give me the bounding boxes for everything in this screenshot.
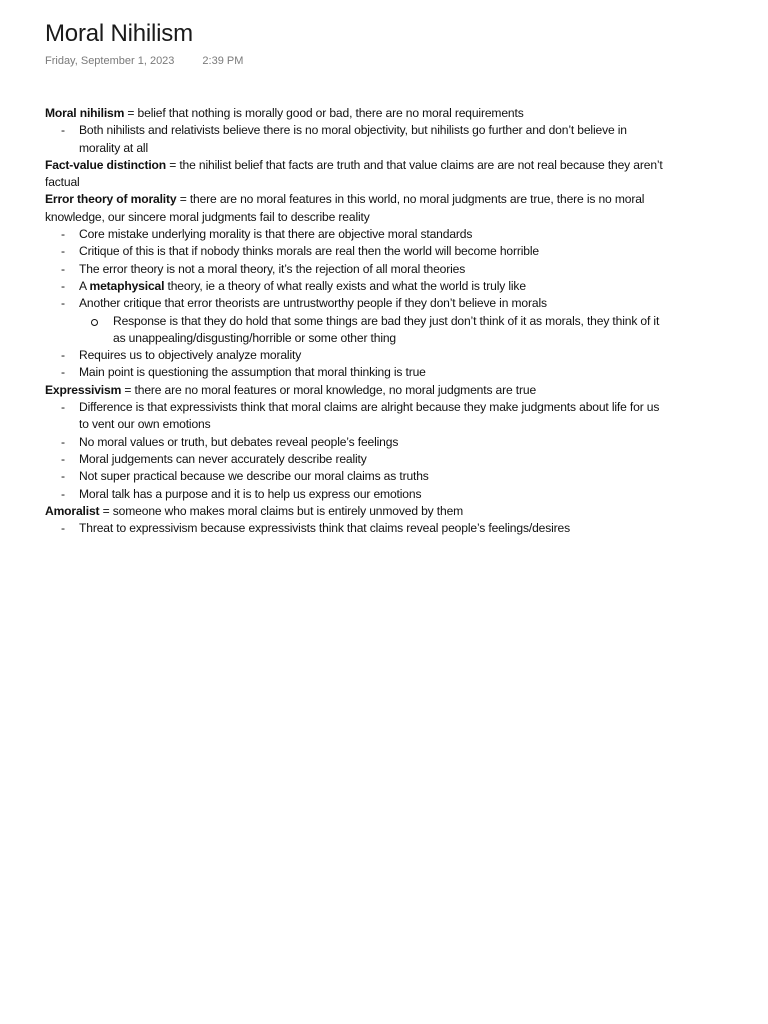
note-meta [45, 54, 665, 68]
bullet-item [45, 347, 665, 364]
sub-list-container [45, 313, 665, 348]
bullet-text: No moral values or truth, but debates reveal people’s feelings [79, 434, 399, 449]
bullet-item [45, 261, 665, 278]
term-definition: = someone who makes moral claims but is entirely unmoved by them [99, 503, 464, 518]
bullet-text: A [79, 278, 90, 293]
bullet-text: Core mistake underlying morality is that there are objective moral standards [79, 227, 473, 242]
bullet-text: Not super practical because we describe our moral claims as truths [79, 469, 429, 484]
bullet-text: Moral talk has a purpose and it is to help us express our emotions [79, 486, 422, 501]
definition-paragraph [45, 105, 665, 122]
bullet-list [45, 520, 665, 537]
bullet-text: Difference is that expressivists think that moral claims are alright because they make judgments about life for us to vent our own emotions [79, 400, 660, 432]
bullet-item [45, 468, 665, 485]
bullet-text: Critique of this is that if nobody thinks morals are real then the world will become horrible [79, 244, 539, 259]
bullet-item [45, 399, 665, 434]
term-heading: Expressivism [45, 382, 122, 397]
sub-bullet-list [79, 313, 665, 348]
bullet-text: Requires us to objectively analyze morality [79, 348, 302, 363]
bullet-item [45, 364, 665, 381]
definition-paragraph [45, 157, 665, 192]
term-heading: Fact-value distinction [45, 157, 167, 172]
note-title[interactable]: Moral Nihilism [45, 20, 193, 47]
definition-paragraph [45, 503, 665, 520]
bullet-item [45, 122, 665, 157]
bullet-item [45, 451, 665, 468]
bullet-text: Threat to expressivism because expressivists think that claims reveal people’s feelings/desires [79, 521, 571, 536]
bullet-text: theory, ie a theory of what really exists and what the world is truly like [164, 278, 526, 293]
bullet-item [45, 486, 665, 503]
bullet-text: The error theory is not a moral theory, it’s the rejection of all moral theories [79, 261, 466, 276]
term-definition: = there are no moral features or moral knowledge, no moral judgments are true [121, 382, 537, 397]
definition-paragraph [45, 191, 665, 226]
bullet-list [45, 226, 665, 382]
sub-bullet-item: Response is that they do hold that some things are bad they just don’t think of it as morals, they think of it as unappealing/disgusting/horrible or some other thing [79, 313, 665, 348]
bullet-item [45, 520, 665, 537]
bold-term: metaphysical [89, 278, 165, 293]
bullet-list [45, 399, 665, 503]
bullet-text: Another critique that error theorists are untrustworthy people if they don’t believe in morals [79, 296, 547, 311]
bullet-item [45, 243, 665, 260]
note-page [45, 18, 665, 537]
bullet-item [45, 295, 665, 312]
bullet-text: Main point is questioning the assumption that moral thinking is true [79, 365, 426, 380]
bullet-item [45, 226, 665, 243]
definition-paragraph [45, 382, 665, 399]
bullet-list [45, 122, 665, 157]
note-date: Friday, September 1, 2023 [45, 55, 175, 67]
bullet-text: Both nihilists and relativists believe there is no moral objectivity, but nihilists go further and don’t believe in morality at all [79, 123, 627, 155]
bullet-item [45, 278, 665, 295]
term-definition: = the nihilist belief that facts are truth and that value claims are are not real because they aren’t factual [45, 157, 663, 190]
term-definition: = there are no moral features in this world, no moral judgments are true, there is no moral knowledge, our sincere moral judgments fail to describe reality [45, 192, 645, 224]
term-heading: Error theory of morality [45, 192, 177, 207]
note-body[interactable] [45, 105, 665, 537]
bullet-text: Moral judgements can never accurately describe reality [79, 451, 367, 466]
term-heading: Amoralist [45, 503, 100, 518]
note-time: 2:39 PM [202, 55, 244, 67]
term-definition: = belief that nothing is morally good or bad, there are no moral requirements [124, 106, 524, 120]
bullet-item [45, 434, 665, 451]
term-heading: Moral nihilism [45, 106, 125, 120]
